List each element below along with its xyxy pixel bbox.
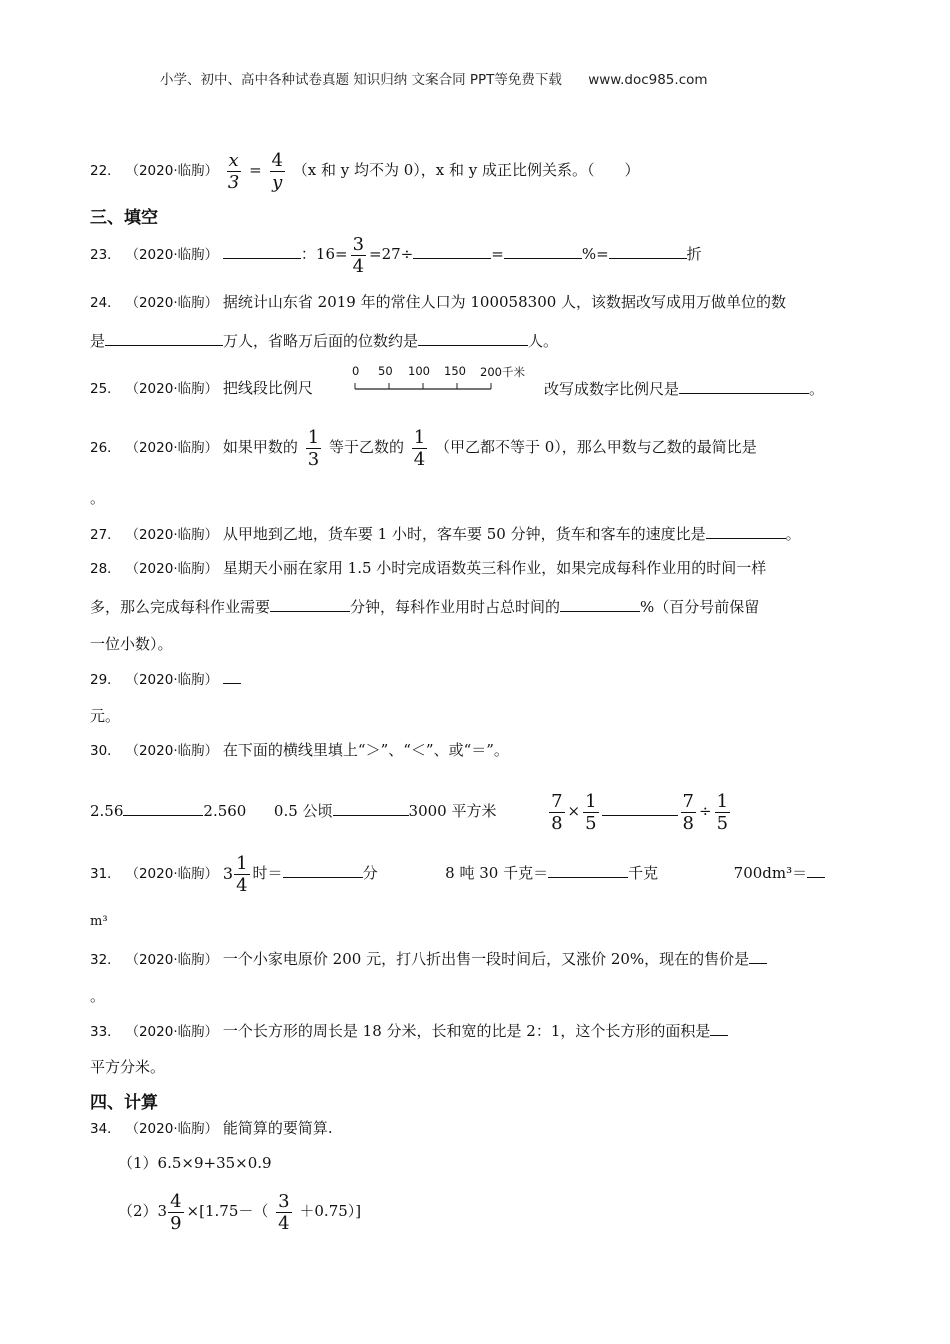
answer-blank[interactable] (679, 378, 809, 394)
question-number: 31． (90, 866, 121, 882)
question-33 (90, 1020, 728, 1042)
question-text: 星期天小丽在家用 1.5 小时完成语数英三科作业，如果完成每科作业用的时间一样 (222, 559, 767, 577)
question-text: 分钟，每科作业用时占总时间的 (350, 598, 561, 616)
question-number: 28． (90, 561, 121, 577)
question-text: （x 和 y 均不为 0），x 和 y 成正比例关系。（ ） (292, 161, 640, 179)
question-text: ×[1.75－（ (186, 1202, 269, 1220)
question-number: 34． (90, 1121, 121, 1137)
fraction-1-over-5: $\frac{1}{5}$ (585, 790, 597, 834)
header-url: www.doc985.com (588, 72, 708, 88)
question-24-line-2 (90, 330, 558, 351)
scale-line (346, 380, 536, 392)
question-text: =27÷ (369, 245, 414, 263)
question-source: （2020·临朐） (125, 672, 219, 688)
section-title-fill: 三、填空 (90, 208, 158, 228)
answer-blank[interactable] (223, 243, 301, 259)
question-33-line-2: 平方分米。 (90, 1058, 166, 1076)
answer-blank[interactable] (283, 862, 363, 878)
question-text: 人。 (528, 332, 559, 350)
answer-blank[interactable] (270, 596, 350, 612)
question-source: （2020·临朐） (125, 952, 219, 968)
equals-sign: = (491, 245, 504, 263)
question-30-items (90, 788, 733, 834)
question-32 (90, 948, 767, 970)
question-22 (90, 148, 640, 192)
question-number: 30． (90, 743, 121, 759)
question-34 (90, 1118, 333, 1139)
question-number: 27． (90, 527, 121, 543)
question-25-tail (544, 378, 824, 399)
question-text: 等于乙数的 (328, 438, 404, 456)
question-31-unit: m³ (90, 914, 108, 929)
header-title: 小学、初中、高中各种试卷真题 知识归纳 文案合同 PPT等免费下载 (160, 72, 562, 88)
question-source: （2020·临朐） (125, 1121, 219, 1137)
question-text: %= (581, 245, 609, 263)
answer-blank[interactable] (333, 800, 409, 816)
question-source: （2020·临朐） (125, 247, 219, 263)
question-text: 在下面的横线里填上“＞”、“＜”、或“＝”。 (222, 741, 509, 759)
answer-blank[interactable] (560, 596, 640, 612)
scale-tick-label: 200千米 (480, 365, 525, 379)
fraction-4-over-y: $\frac{4}{y}$ (271, 149, 283, 193)
fraction-1-over-4: $\frac{1}{4}$ (413, 426, 426, 470)
question-text: 改写成数字比例尺是 (544, 380, 680, 398)
fraction-3-over-4: $\frac{3}{4}$ (352, 233, 365, 277)
question-text: （2）3 (118, 1202, 168, 1220)
question-number: 25． (90, 381, 121, 397)
question-23 (90, 232, 702, 276)
question-29 (90, 668, 241, 690)
question-text: ＋0.75）] (299, 1202, 362, 1220)
answer-blank[interactable] (710, 1020, 728, 1036)
fraction-3-over-4: $\frac{3}{4}$ (278, 1190, 290, 1234)
question-source: （2020·临朐） (125, 381, 219, 397)
question-text: 700dm³＝ (733, 864, 808, 882)
question-28-line-3: 一位小数）。 (90, 635, 173, 653)
answer-blank[interactable] (123, 800, 203, 816)
question-source: （2020·临朐） (125, 866, 219, 882)
question-text: 是 (90, 332, 106, 350)
answer-blank[interactable] (418, 330, 528, 346)
question-number: 26． (90, 440, 121, 456)
answer-blank[interactable] (749, 948, 767, 964)
question-28 (90, 558, 766, 579)
fraction-4-over-9: $\frac{4}{9}$ (170, 1190, 182, 1234)
question-26-end: 。 (90, 489, 106, 507)
scale-bar (346, 364, 536, 394)
question-text: 千克 (628, 864, 659, 882)
answer-blank[interactable] (548, 862, 628, 878)
question-text: 把线段比例尺 (222, 379, 313, 397)
question-25 (90, 378, 313, 399)
question-24 (90, 292, 786, 313)
question-text: 据统计山东省 2019 年的常住人口为 100058300 人，该数据改写成用万做单位的数 (222, 293, 787, 311)
question-number: 29． (90, 672, 121, 688)
question-26 (90, 424, 757, 470)
compare-right: 2.560 (203, 802, 247, 820)
question-source: （2020·临朐） (125, 1024, 219, 1040)
scale-tick-label: 50 (378, 364, 393, 378)
fraction-1-over-5: $\frac{1}{5}$ (716, 790, 729, 834)
question-source: （2020·临朐） (125, 561, 219, 577)
answer-blank[interactable] (602, 800, 678, 816)
fraction-7-over-8: $\frac{7}{8}$ (551, 790, 563, 834)
question-31 (90, 850, 825, 896)
compare-left: 2.56 (90, 802, 124, 820)
question-text: 能简算的要简算. (222, 1119, 333, 1137)
equals-sign: = (249, 161, 262, 179)
question-text: 万人，省略万后面的位数约是 (223, 332, 419, 350)
question-text: 时＝ (252, 864, 283, 882)
answer-blank[interactable] (504, 243, 582, 259)
question-text: （甲乙都不等于 0），那么甲数与乙数的最简比是 (434, 438, 757, 456)
section-title-calc: 四、计算 (90, 1093, 158, 1113)
question-text: 多，那么完成每科作业需要 (90, 598, 271, 616)
answer-blank[interactable] (706, 523, 786, 539)
question-number: 33． (90, 1024, 121, 1040)
question-source: （2020·临朐） (125, 743, 219, 759)
question-source: （2020·临朐） (125, 295, 219, 311)
mixed-number-whole: 3 (222, 864, 234, 883)
question-text: 一个长方形的周长是 18 分米，长和宽的比是 2：1，这个长方形的面积是 (222, 1022, 711, 1040)
scale-tick-label: 100 (408, 364, 430, 378)
answer-blank[interactable] (807, 862, 825, 878)
question-28-line-2 (90, 596, 759, 617)
question-32-end: 。 (90, 987, 106, 1005)
question-source: （2020·临朐） (125, 440, 219, 456)
question-number: 23． (90, 247, 121, 263)
question-27 (90, 523, 801, 545)
question-text: ：16= (300, 245, 348, 263)
divide-sign: ÷ (699, 802, 712, 820)
question-number: 32． (90, 952, 121, 968)
question-text: 分 (362, 864, 378, 882)
question-text: 从甲地到乙地，货车要 1 小时，客车要 50 分钟，货车和客车的速度比是 (222, 525, 706, 543)
fraction-1-over-4: $\frac{1}{4}$ (236, 852, 248, 896)
question-number: 24． (90, 295, 121, 311)
question-source: （2020·临朐） (125, 163, 219, 179)
fraction-7-over-8: $\frac{7}{8}$ (682, 790, 694, 834)
fraction-1-over-3: $\frac{1}{3}$ (307, 426, 320, 470)
compare-left: 0.5 公顷 (273, 802, 333, 820)
question-29-line-2: 元。 (90, 707, 121, 725)
question-text: 一个小家电原价 200 元，打八折出售一段时间后，又涨价 20%，现在的售价是 (222, 950, 750, 968)
answer-blank[interactable] (105, 330, 223, 346)
calc-part-1: （1）6.5×9+35×0.9 (118, 1154, 272, 1172)
question-text: 如果甲数的 (222, 438, 298, 456)
question-text: 。 (809, 380, 825, 398)
question-number: 22． (90, 163, 121, 179)
fraction-x-over-3: $\frac{x}{3}$ (227, 149, 240, 193)
question-text: 折 (686, 245, 702, 263)
scale-tick-label: 0 (352, 364, 360, 378)
page-header (160, 70, 708, 90)
question-text: %（百分号前保留 (640, 598, 760, 616)
answer-blank[interactable] (413, 243, 491, 259)
question-source: （2020·临朐） (125, 527, 219, 543)
calc-part-2 (118, 1188, 361, 1234)
times-sign: × (567, 802, 581, 820)
compare-right: 3000 平方米 (408, 802, 497, 820)
question-30 (90, 740, 509, 761)
answer-blank[interactable] (609, 243, 687, 259)
question-text: 。 (785, 525, 801, 543)
answer-blank[interactable] (223, 668, 241, 684)
scale-tick-label: 150 (444, 364, 466, 378)
question-text: 8 吨 30 千克＝ (445, 864, 549, 882)
